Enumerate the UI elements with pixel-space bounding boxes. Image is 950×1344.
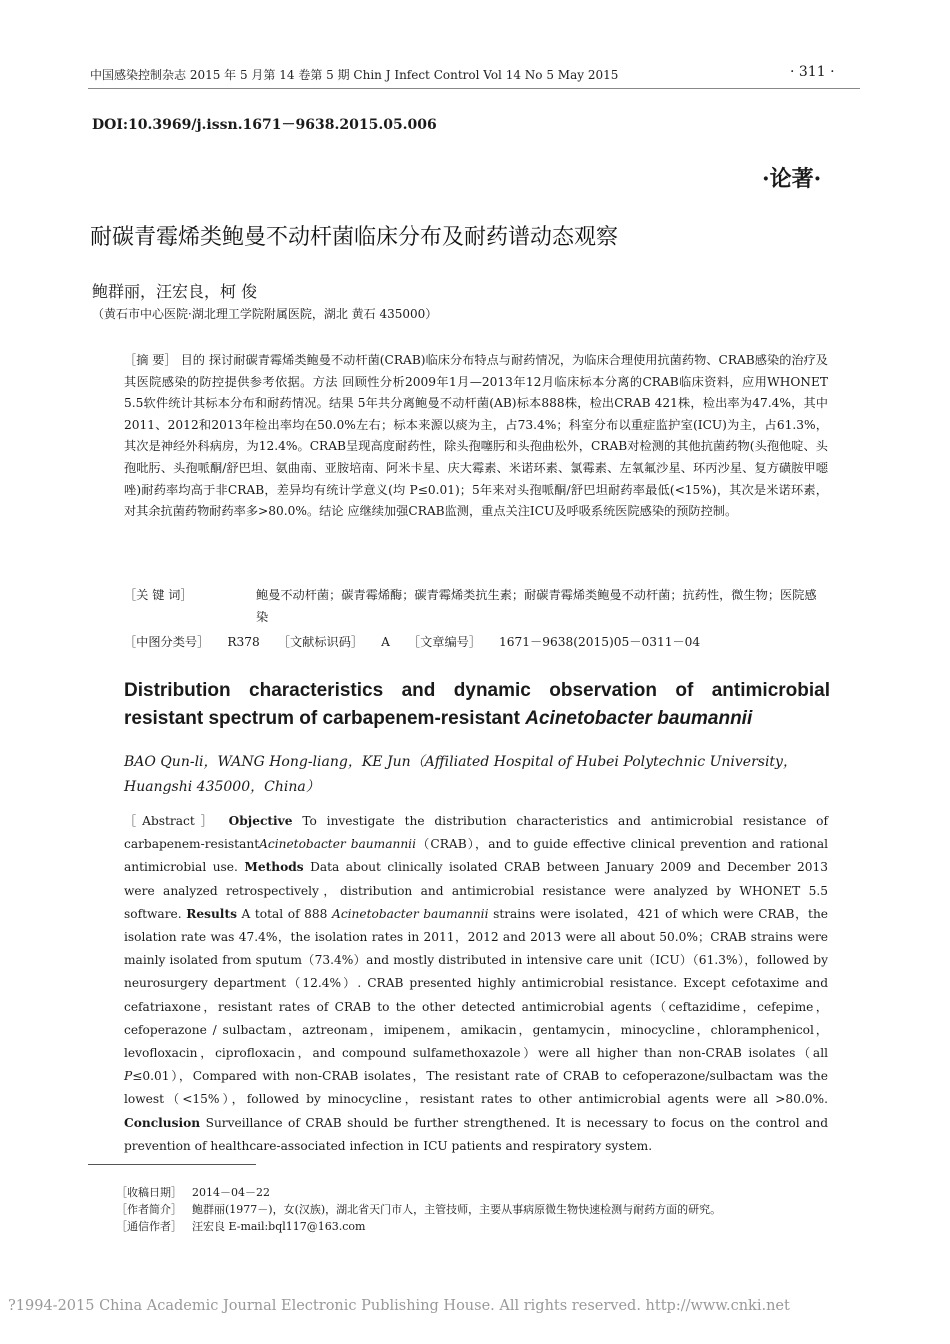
footnote-text: 汪宏良 E-mail:bql117@163.com: [192, 1220, 366, 1233]
footnote-label: ［作者简介］: [116, 1203, 182, 1216]
results-species: Acinetobacter baumannii: [332, 906, 489, 921]
abstract-cn: ［摘 要］ 目的 探讨耐碳青霉烯类鲍曼不动杆菌(CRAB)临床分布特点与耐药情况，为临床合理使用抗菌药物、CRAB感染的治疗及其医院感染的防控提供参考依据。方法 回顾性分析2009年1月—2013年12月临床标本分离的CRAB临床资料，应用WHONET 5.5软件统计其标本分布和耐药情况。结果 5年共分离鲍曼不动杆菌(AB)标本888株，检出CRAB 421株，检出率为47.4%，其中2011、2012和2013年检出率均在50.0%左右；标本来源以痰为主，占73.4%；科室分布以重症监护室(ICU)为主，占61.3%，其次是神经外科病房，为12.4%。CRAB呈现高度耐药性，除头孢噻肟和头孢曲松外，CRAB对检测的其他抗菌药物(头孢他啶、头孢吡肟、头孢哌酮/舒巴坦、氨曲南、亚胺培南、阿米卡星、庆大霉素、米诺环素、氯霉素、左氧氟沙星、环丙沙星、复方磺胺甲噁唑)耐药率均高于非CRAB，差异均有统计学意义(均 P≤0.01)；5年来对头孢哌酮/舒巴坦耐药率最低(<15%)，其次是米诺环素，对其余抗菌药物耐药率多>80.0%。结论 应继续加强CRAB监测，重点关注ICU及呼吸系统医院感染的预防控制。: [124, 353, 828, 519]
results-text: A total of 888: [241, 906, 328, 921]
footnote-text: 2014－04－22: [192, 1186, 270, 1199]
keywords-text: 鲍曼不动杆菌；碳青霉烯酶；碳青霉烯类抗生素；耐碳青霉烯类鲍曼不动杆菌；抗药性，微生物；医院感染: [256, 588, 817, 624]
footnote-correspondence: [116, 1218, 365, 1234]
conclusion-label: Conclusion: [124, 1115, 201, 1130]
methods-text: Data about clinically isolated CRAB between January 2009 and December 2013 were analyzed retrospectively，distribution and antimicrobial resistance were analyzed by WHONET 5.5 software.: [124, 860, 829, 921]
clc-label: ［中图分类号］: [124, 635, 210, 649]
doc-code-label: ［文献标识码］: [277, 635, 364, 649]
section-label: ·论著·: [762, 166, 822, 192]
objective-label: Objective: [228, 814, 293, 828]
objective-text: To investigate the distribution characteristics and antimicrobial resistance of carbapenem-resistant: [124, 814, 829, 852]
footnote-divider: [88, 1164, 256, 1165]
authors-en: BAO Qun-li，WANG Hong-liang，KE Jun（Affiliated Hospital of Hubei Polytechnic University，Huangshi 435000，China）: [124, 754, 797, 795]
footnote-text: 鲍群丽(1977－)，女(汉族)，湖北省天门市人，主管技师，主要从事病原微生物快速检测与耐药方面的研究。: [192, 1203, 722, 1216]
footnote-label: ［通信作者］: [116, 1220, 182, 1233]
classification-row: [124, 633, 718, 650]
page-number: · 311 ·: [790, 64, 835, 80]
header-divider: [88, 88, 860, 89]
running-head: 中国感染控制杂志 2015 年 5 月第 14 卷第 5 期 Chin J Infect Control Vol 14 No 5 May 2015: [90, 68, 619, 82]
objective-text-2: （CRAB），and to guide effective clinical prevention and rational antimicrobial use.: [124, 837, 828, 875]
results-label: Results: [186, 906, 237, 921]
results-text-3: ≤0.01），Compared with non-CRAB isolates，The resistant rate of CRAB to cefoperazone/sulbactam was the lowest（<15%），followed by minocycline，resistant rates to other antimicrobial agents were all >80.0%.: [124, 1069, 828, 1107]
footnote-author-bio: [116, 1201, 721, 1217]
conclusion-text: Surveillance of CRAB should be further strengthened. It is necessary to focus on the control and prevention of healthcare-associated infection in ICU patients and respiratory system.: [124, 1115, 829, 1153]
results-text-2: strains were isolated，421 of which were CRAB，the isolation rate was 47.4%，the isolation rates in 2011，2012 and 2013 were all about 50.0%；CRAB strains were mainly isolated from sputum（73.4%）and mostly distributed in intensive care unit（ICU）（61.3%），followed by neurosurgery department（12.4%）. CRAB presented highly antimicrobial resistance. Except cefotaxime and cefatriaxone，resistant rates of CRAB to the other detected antimicrobial agents（ceftazidime，cefepime，cefoperazone / sulbactam，aztreonam，imipenem，amikacin，gentamycin，minocycline，chloramphenicol，levofloxacin，ciprofloxacin，and compound sulfamethoxazole）were all higher than non-CRAB isolates（all: [124, 906, 829, 1061]
doc-code-value: A: [381, 635, 390, 649]
keywords-label: ［关 键 词］: [124, 588, 193, 602]
title-cn: 耐碳青霉烯类鲍曼不动杆菌临床分布及耐药谱动态观察: [90, 225, 619, 250]
article-no-label: ［文章编号］: [407, 635, 482, 649]
abstract-en-label: ［Abstract］: [124, 814, 219, 828]
title-en-text: Distribution characteristics and dynamic observation of antimicrobial resistant spectrum of carbapenem-resistant: [124, 680, 830, 729]
title-en-species: Acinetobacter baumannii: [525, 708, 753, 729]
methods-label: Methods: [244, 860, 304, 875]
title-en: [124, 677, 830, 733]
copyright-watermark: ?1994-2015 China Academic Journal Electronic Publishing House. All rights reserved. http://www.cnki.net: [8, 1298, 790, 1314]
article-no-value: 1671－9638(2015)05－0311－04: [499, 635, 701, 649]
affiliation-cn: （黄石市中心医院·湖北理工学院附属医院，湖北 黄石 435000）: [92, 307, 438, 321]
footnote-received: [116, 1184, 270, 1200]
doi[interactable]: DOI:10.3969/j.issn.1671－9638.2015.05.006: [92, 117, 437, 133]
results-p: P: [124, 1069, 133, 1084]
clc-value: R378: [227, 635, 260, 649]
authors-cn: 鲍群丽，汪宏良，柯 俊: [92, 282, 258, 301]
footnote-label: ［收稿日期］: [116, 1186, 182, 1199]
keywords-cn: [124, 585, 828, 628]
abstract-en: [124, 810, 828, 1158]
objective-species: Acinetobacter baumannii: [259, 837, 416, 852]
